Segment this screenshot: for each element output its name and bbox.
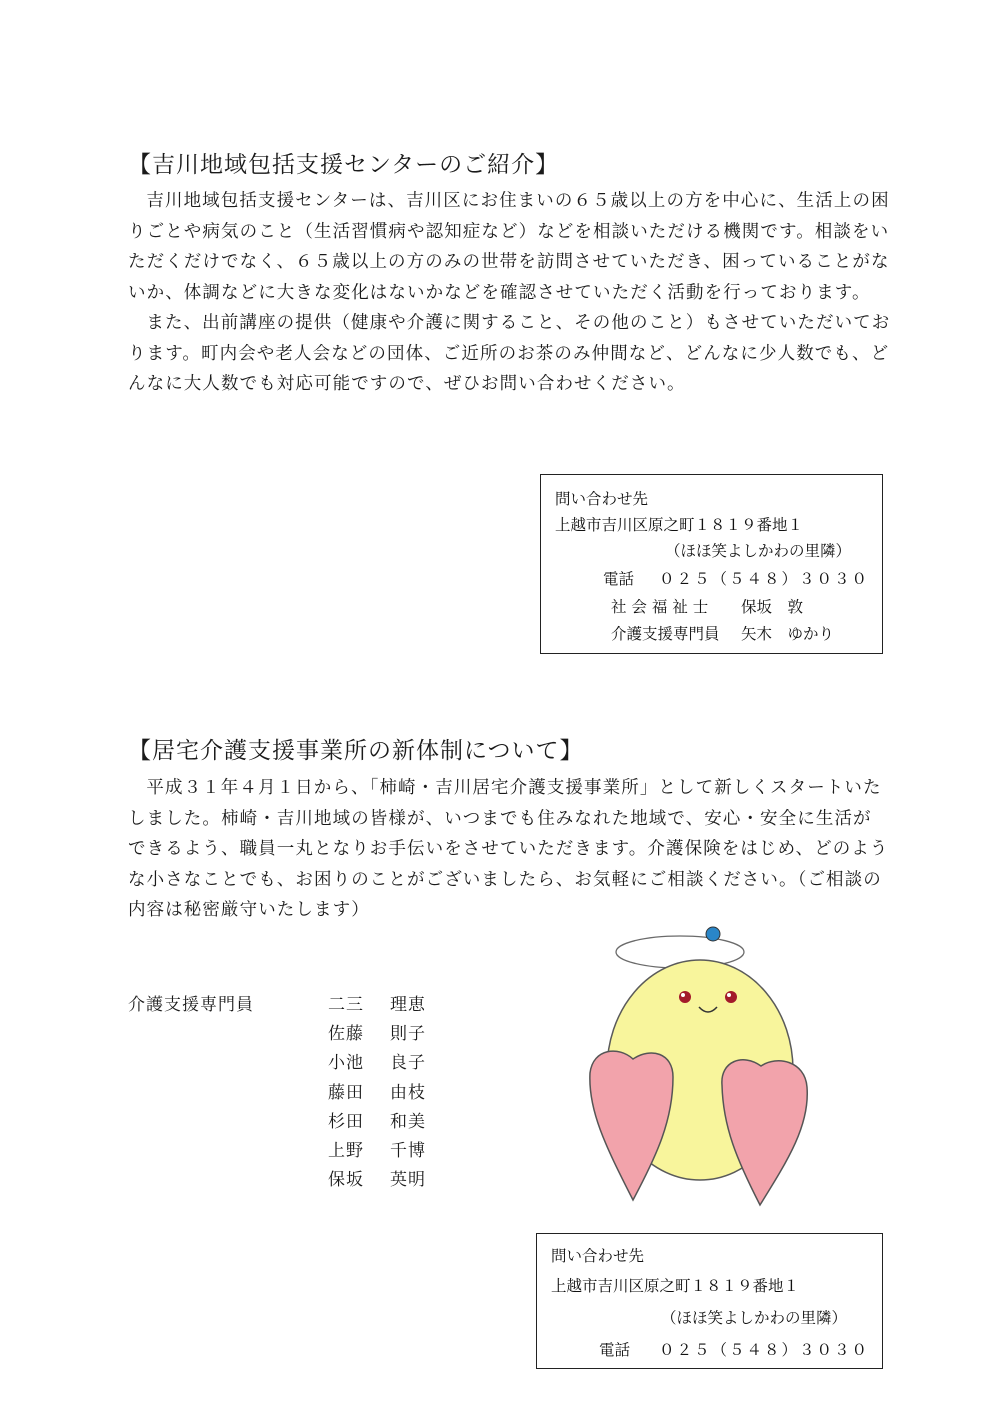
staff-item bbox=[328, 1165, 426, 1194]
contact-label: 問い合わせ先 bbox=[555, 490, 649, 508]
staff-item bbox=[328, 1048, 426, 1077]
staff-last-name: 保坂 bbox=[328, 1170, 364, 1191]
staff-last-name: 上野 bbox=[328, 1140, 364, 1161]
staff-first-name: 英明 bbox=[390, 1170, 426, 1191]
staff-first-name: 良子 bbox=[390, 1053, 426, 1074]
contact-address-note: （ほほ笑よしかわの里隣） bbox=[665, 542, 852, 560]
angel-mascot-illustration bbox=[585, 915, 845, 1215]
contact-address-note: （ほほ笑よしかわの里隣） bbox=[661, 1309, 848, 1327]
contact-staff2-name: 矢木 ゆかり bbox=[741, 625, 835, 643]
staff-last-name: 小池 bbox=[328, 1053, 364, 1074]
contact-phone-label: 電話 bbox=[599, 1341, 631, 1359]
contact-staff1-name: 保坂 敦 bbox=[741, 598, 804, 616]
section1-heading: 【吉川地域包括支援センターのご紹介】 bbox=[128, 152, 560, 178]
section1-body bbox=[128, 186, 896, 400]
mascot-left-eye bbox=[679, 991, 691, 1003]
staff-first-name: 理恵 bbox=[390, 995, 426, 1015]
staff-item bbox=[328, 1078, 426, 1107]
staff-item bbox=[328, 1019, 426, 1048]
section2-heading: 【居宅介護支援事業所の新体制について】 bbox=[128, 738, 584, 764]
contact-phone-label: 電話 bbox=[603, 570, 635, 588]
staff-last-name: 二三 bbox=[328, 995, 364, 1015]
section1-paragraph: 吉川地域包括支援センターは、吉川区にお住まいの６５歳以上の方を中心に、生活上の困りごとや病気のこと（生活習慣病や認知症など）などを相談いただける機関です。相談をいただくだけでなく、６５歳以上の方のみの世帯を訪問させていただき、困っていることがないか、体調などに大きな変化はないかなどを確認させていただく活動を行っております。 bbox=[128, 191, 890, 303]
care-manager-title: 介護支援専門員 bbox=[128, 995, 254, 1015]
center-contact-box bbox=[540, 474, 883, 654]
section2-paragraph: 平成３１年４月１日から、「柿崎・吉川居宅介護支援事業所」として新しくスタートいたしました。柿崎・吉川地域の皆様が、いつまでも住みなれた地域で、安心・安全に生活ができるよう、職員一丸となりお手伝いをさせていただきます。介護保険をはじめ、どのような小さなことでも、お困りのことがございましたら、お気軽にご相談ください。（ご相談の内容は秘密厳守いたします） bbox=[128, 778, 889, 920]
contact-staff2-role: 介護支援専門員 bbox=[611, 625, 720, 643]
staff-last-name: 杉田 bbox=[328, 1111, 364, 1132]
staff-first-name: 由枝 bbox=[390, 1082, 426, 1103]
staff-first-name: 則子 bbox=[390, 1024, 426, 1045]
staff-item bbox=[328, 1107, 426, 1136]
contact-phone: ０２５（５４８）３０３０ bbox=[659, 570, 870, 588]
section1-paragraph: また、出前講座の提供（健康や介護に関すること、その他のこと）もさせていただいております。町内会や老人会などの団体、ご近所のお茶のみ仲間など、どんなに少人数でも、どんなに大人数でも対応可能ですので、ぜひお問い合わせください。 bbox=[128, 313, 891, 394]
staff-first-name: 千博 bbox=[390, 1140, 426, 1161]
section2-body bbox=[128, 773, 890, 926]
mascot-right-eye bbox=[725, 991, 737, 1003]
contact-address: 上越市吉川区原之町１８１９番地１ bbox=[551, 1277, 800, 1295]
contact-label: 問い合わせ先 bbox=[551, 1247, 645, 1265]
staff-item bbox=[328, 990, 426, 1019]
office-contact-box bbox=[536, 1233, 883, 1369]
care-manager-list bbox=[328, 990, 426, 1194]
contact-staff1-role: 社 会 福 祉 士 bbox=[611, 598, 709, 616]
staff-last-name: 佐藤 bbox=[328, 1024, 364, 1045]
staff-item bbox=[328, 1136, 426, 1165]
contact-address: 上越市吉川区原之町１８１９番地１ bbox=[555, 516, 804, 534]
right-heart-icon bbox=[722, 1060, 807, 1205]
staff-first-name: 和美 bbox=[390, 1111, 426, 1132]
staff-last-name: 藤田 bbox=[328, 1082, 364, 1103]
contact-phone: ０２５（５４８）３０３０ bbox=[659, 1341, 870, 1359]
halo-ball-icon bbox=[706, 927, 720, 941]
left-heart-icon bbox=[590, 1051, 673, 1200]
